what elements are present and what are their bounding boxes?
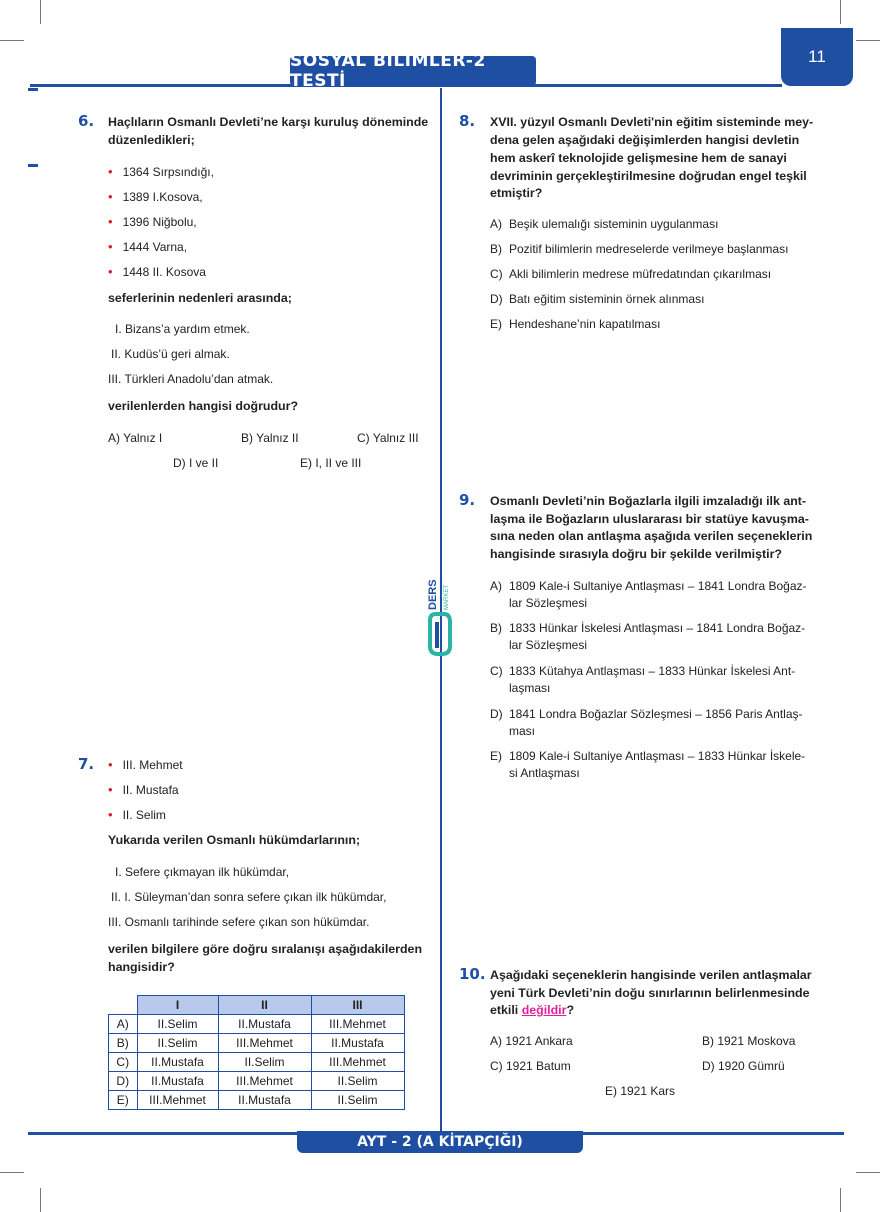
crop-mark [856, 40, 880, 41]
emphasis-word: değildir [521, 1003, 567, 1017]
question-stem-line: etmiştir? [490, 186, 543, 200]
table-header: III [311, 996, 404, 1015]
table-row[interactable] [109, 1091, 405, 1110]
table-cell: II.Selim [218, 1053, 311, 1072]
table-cell: II.Mustafa [137, 1053, 218, 1072]
list-item: • 1389 I.Kosova, [108, 189, 203, 204]
statement: I. Sefere çıkmayan ilk hükümdar, [115, 865, 290, 879]
question-stem-line: sına neden olan antlaşma aşağıda verilen seçeneklerin [490, 529, 813, 543]
statement: I. Bizans’a yardım etmek. [115, 322, 250, 336]
table-cell: II.Selim [137, 1015, 218, 1034]
answer-option[interactable]: C) 1833 Kütahya Antlaşması – 1833 Hünkar İskelesi Ant- laşması [490, 664, 796, 695]
table-cell: II.Mustafa [218, 1015, 311, 1034]
statement: III. Osmanlı tarihinde sefere çıkan son hükümdar. [108, 915, 370, 929]
question-number: 8. [459, 112, 476, 130]
list-item: • 1448 II. Kosova [108, 264, 206, 279]
row-label: D) [109, 1072, 138, 1091]
table-cell: II.Mustafa [218, 1091, 311, 1110]
crop-mark [840, 0, 841, 24]
table-cell: III.Mehmet [311, 1015, 404, 1034]
question-number: 6. [78, 112, 95, 130]
crop-mark [0, 40, 24, 41]
answer-option[interactable]: B) Pozitif bilimlerin medreselerde verilmeye başlanması [490, 242, 789, 256]
table-cell: III.Mehmet [218, 1034, 311, 1053]
answer-option[interactable]: D) I ve II [173, 456, 219, 470]
table-cell: III.Mehmet [137, 1091, 218, 1110]
answer-option[interactable]: E) 1809 Kale-i Sultaniye Antlaşması – 1833 Hünkar İskele- si Antlaşması [490, 749, 806, 780]
answer-option[interactable]: D) 1920 Gümrü [702, 1059, 785, 1073]
crop-mark [40, 1188, 41, 1212]
row-label: B) [109, 1034, 138, 1053]
question-stem-line: yeni Türk Devleti’nin doğu sınırlarının belirlenmesinde [490, 986, 810, 1000]
question-number: 9. [459, 491, 476, 509]
list-item: • II. Mustafa [108, 782, 179, 797]
statement: II. Kudüs’ü geri almak. [111, 347, 230, 361]
crop-mark [0, 1172, 24, 1173]
statement: II. I. Süleyman’dan sonra sefere çıkan ilk hükümdar, [111, 890, 387, 904]
answer-option[interactable]: C) 1921 Batum [490, 1059, 571, 1073]
row-label: E) [109, 1091, 138, 1110]
question-number: 7. [78, 755, 95, 773]
answer-option[interactable]: B) Yalnız II [241, 431, 299, 445]
list-item: • 1444 Varna, [108, 239, 188, 254]
table-cell: II.Selim [311, 1072, 404, 1091]
row-label: A) [109, 1015, 138, 1034]
table-cell: II.Mustafa [311, 1034, 404, 1053]
table-row[interactable] [109, 1072, 405, 1091]
crop-mark [40, 0, 41, 24]
page-number: 11 [781, 28, 853, 86]
answer-option[interactable]: C) Akli bilimlerin medrese müfredatından çıkarılması [490, 267, 772, 281]
margin-dash [28, 88, 38, 91]
table-row[interactable] [109, 1015, 405, 1034]
question-prompt: hangisidir? [108, 960, 175, 974]
question-stem-line: devriminin gerçekleştirilmesine doğrudan engel teşkil [490, 169, 807, 183]
answer-option[interactable]: E) I, II ve III [300, 456, 362, 470]
question-stem-line: seferlerinin nedenleri arasında; [108, 291, 292, 305]
question-number: 10. [459, 965, 486, 983]
table-corner [109, 996, 138, 1015]
answer-option[interactable]: D) 1841 Londra Boğazlar Sözleşmesi – 1856 Paris Antlaş- ması [490, 707, 803, 738]
table-cell: III.Mehmet [218, 1072, 311, 1091]
question-stem-line: hem askerî teknolojide gelişmesine hem de sanayi [490, 151, 787, 165]
answer-option[interactable]: A) Yalnız I [108, 431, 163, 445]
answer-option[interactable]: D) Batı eğitim sisteminin örnek alınması [490, 292, 705, 306]
table-row[interactable] [109, 1053, 405, 1072]
answer-option[interactable]: A) Beşik ulemalığı sisteminin uygulanması [490, 217, 719, 231]
answer-option[interactable]: B) 1921 Moskova [702, 1034, 796, 1048]
list-item: • 1364 Sırpsındığı, [108, 164, 214, 179]
question-stem-line: hangisinde sırasıyla doğru bir şekilde verilmiştir? [490, 547, 782, 561]
statement: III. Türkleri Anadolu’dan atmak. [108, 372, 274, 386]
table-cell: II.Selim [311, 1091, 404, 1110]
question-prompt: verilenlerden hangisi doğrudur? [108, 399, 299, 413]
row-label: C) [109, 1053, 138, 1072]
answer-option[interactable]: B) 1833 Hünkar İskelesi Antlaşması – 1841 Londra Boğaz- lar Sözleşmesi [490, 621, 806, 652]
table-cell: III.Mehmet [311, 1053, 404, 1072]
logo-subtext: MARKET [444, 584, 450, 610]
logo-text: DERS [427, 579, 439, 610]
answer-option[interactable]: E) Hendeshane’nin kapatılması [490, 317, 661, 331]
answer-option[interactable]: A) 1809 Kale-i Sultaniye Antlaşması – 1841 Londra Boğaz- lar Sözleşmesi [490, 579, 807, 610]
question-stem-line: Yukarıda verilen Osmanlı hükümdarlarının; [108, 833, 361, 847]
list-item: • II. Selim [108, 807, 166, 822]
question-stem-line: Osmanlı Devleti’nin Boğazlarla ilgili imzaladığı ilk ant- [490, 494, 807, 508]
page-title: SOSYAL BİLİMLER-2 TESTİ [290, 56, 536, 86]
table-header: II [218, 996, 311, 1015]
answer-table [108, 995, 405, 1110]
booklet-label: AYT - 2 (A KİTAPÇIĞI) [297, 1131, 583, 1153]
answer-option[interactable]: C) Yalnız III [357, 431, 419, 445]
table-cell: II.Selim [137, 1034, 218, 1053]
answer-option[interactable]: E) 1921 Kars [605, 1084, 676, 1098]
crop-mark [840, 1188, 841, 1212]
question-stem-line: etkili değildir? [490, 1003, 575, 1017]
ders-market-logo [426, 568, 454, 658]
crop-mark [856, 1172, 880, 1173]
question-prompt: verilen bilgilere göre doğru sıralanışı aşağıdakilerden [108, 942, 423, 956]
table-header: I [137, 996, 218, 1015]
table-header-row [109, 996, 405, 1015]
list-item: • 1396 Niğbolu, [108, 214, 197, 229]
table-row[interactable] [109, 1034, 405, 1053]
margin-dash [28, 164, 38, 167]
list-item: • III. Mehmet [108, 757, 183, 772]
question-stem-line: Aşağıdaki seçeneklerin hangisinde verilen antlaşmalar [490, 968, 812, 982]
question-stem-line: dena gelen aşağıdaki değişimlerden hangisi devletin [490, 133, 800, 147]
question-stem-line: laşma ile Boğazların uluslararası bir statüye kavuşma- [490, 512, 809, 526]
question-stem-line: Haçlıların Osmanlı Devleti’ne karşı kuruluş döneminde [108, 115, 429, 129]
question-stem-line: XVII. yüzyıl Osmanlı Devleti'nin eğitim sisteminde mey- [490, 115, 814, 129]
answer-option[interactable]: A) 1921 Ankara [490, 1034, 573, 1048]
table-cell: II.Mustafa [137, 1072, 218, 1091]
question-stem-line: düzenledikleri; [108, 133, 195, 147]
